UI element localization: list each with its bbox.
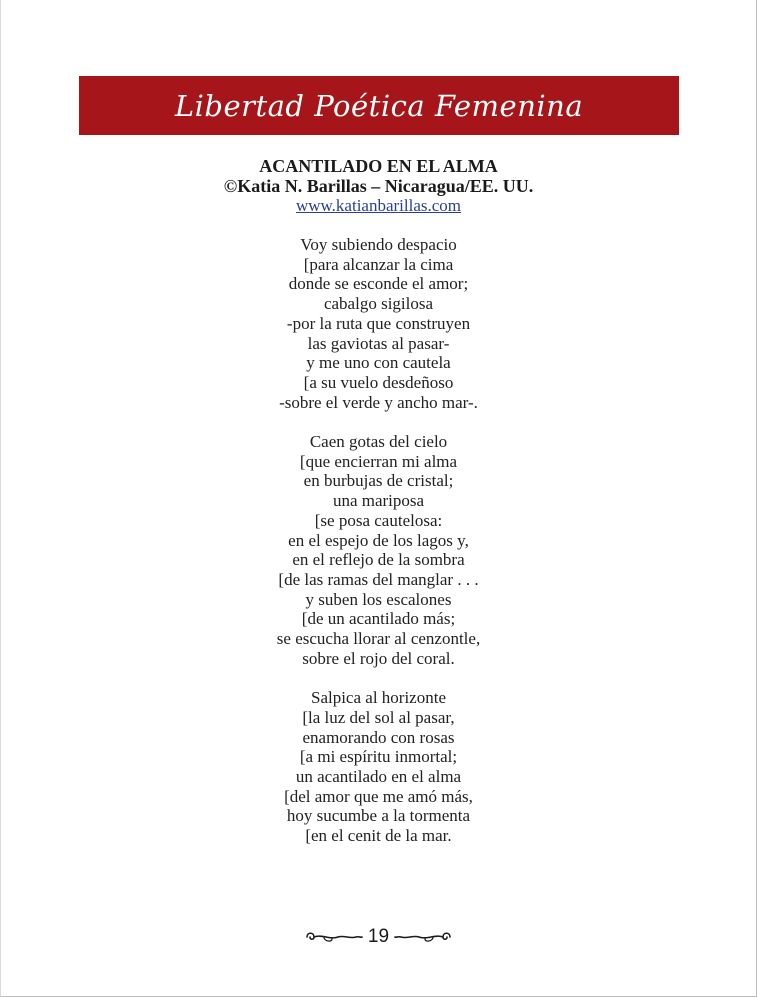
left-flourish-icon bbox=[304, 928, 364, 946]
poem-line: hoy sucumbe a la tormenta bbox=[286, 806, 471, 826]
page-number: 19 bbox=[367, 926, 390, 947]
poem-line: las gaviotas al pasar- bbox=[307, 333, 450, 353]
poem-line: [a mi espíritu inmortal; bbox=[299, 747, 458, 767]
poem-line: Voy subiendo despacio bbox=[300, 235, 457, 254]
right-flourish-icon bbox=[393, 928, 453, 946]
poem-line: -por la ruta que construyen bbox=[286, 313, 471, 333]
header-banner bbox=[79, 76, 679, 135]
poem-line: [a su vuelo desdeñoso bbox=[303, 372, 454, 392]
poem-line: [para alcanzar la cima bbox=[303, 254, 454, 274]
banner-title: Libertad Poética Femenina bbox=[174, 88, 584, 123]
author-website-link[interactable]: www.katianbarillas.com bbox=[295, 196, 462, 215]
poem-line: [de un acantilado más; bbox=[301, 609, 456, 629]
poem-line: en burbujas de cristal; bbox=[303, 471, 454, 491]
poem-author: ©Katia N. Barillas – Nicaragua/EE. UU. bbox=[223, 176, 534, 196]
poem-line: Salpica al horizonte bbox=[310, 688, 446, 708]
poem-line: cabalgo sigilosa bbox=[323, 294, 434, 314]
poem-line: y me uno con cautela bbox=[306, 353, 451, 373]
poem-title: ACANTILADO EN EL ALMA bbox=[259, 156, 498, 176]
poem-line: [del amor que me amó más, bbox=[284, 786, 473, 806]
poem-line: enamorando con rosas bbox=[302, 727, 455, 747]
poem-line: sobre el rojo del coral. bbox=[302, 648, 455, 668]
poem-line: un acantilado en el alma bbox=[295, 766, 462, 786]
poem-line: se escucha llorar al cenzontle, bbox=[276, 629, 481, 649]
poem-line: [que encierran mi alma bbox=[299, 451, 458, 471]
poem-line: en el espejo de los lagos y, bbox=[288, 530, 469, 550]
poem-line: [la luz del sol al pasar, bbox=[302, 707, 455, 727]
poem-body bbox=[0, 235, 757, 865]
poem-line: en el reflejo de la sombra bbox=[292, 550, 465, 570]
poem-header bbox=[0, 156, 757, 216]
poem-line: [de las ramas del manglar . . . bbox=[278, 569, 479, 589]
stanza-2 bbox=[0, 432, 757, 668]
stanza-1 bbox=[0, 235, 757, 412]
poem-line: una mariposa bbox=[332, 491, 425, 511]
poem-line: -sobre el verde y ancho mar-. bbox=[279, 392, 478, 412]
stanza-3 bbox=[0, 688, 757, 846]
poem-line: y suben los escalones bbox=[305, 589, 452, 609]
poem-line: donde se esconde el amor; bbox=[288, 274, 469, 294]
page-footer bbox=[0, 926, 757, 948]
poem-line: [se posa cautelosa: bbox=[314, 510, 443, 530]
poem-line: Caen gotas del cielo bbox=[309, 432, 448, 452]
poem-line: [en el cenit de la mar. bbox=[305, 826, 452, 846]
